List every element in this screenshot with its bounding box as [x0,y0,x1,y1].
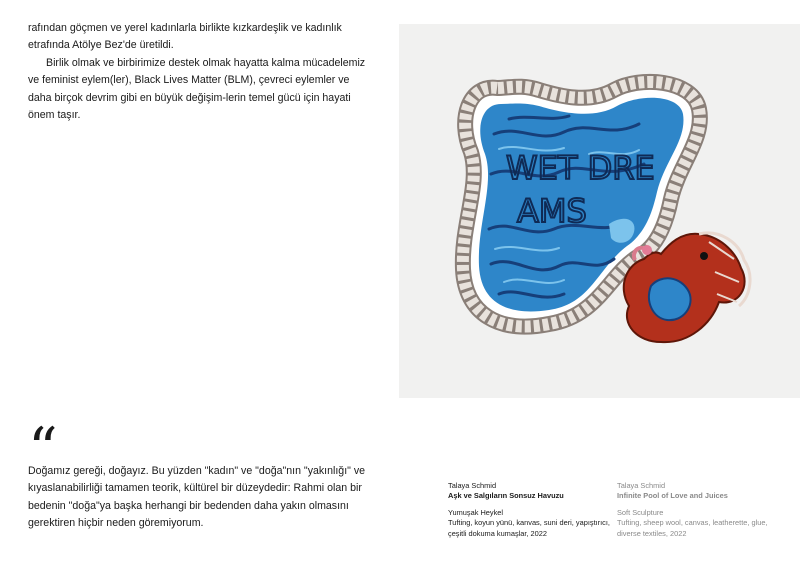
caption-en-type: Soft Sculpture [617,507,664,517]
caption-en-materials: Tufting, sheep wool, canvas, leatherette, glue, diverse textiles, 2022 [617,518,768,538]
quote-mark-icon: “ [28,420,58,460]
caption-english [617,481,787,539]
artwork-text-line-1: WET DRE [506,149,655,187]
artwork-illustration [399,24,800,398]
body-paragraph-1: rafından göçmen ve yerel kadınlarla birlikte kızkardeşlik ve kadınlık etrafında Atölye Bez'de üretildi. [28,22,342,52]
caption-tr-type: Yumuşak Heykel [448,507,504,517]
artwork-photo [399,24,800,398]
caption-tr-materials: Tufting, koyun yünü, kanvas, suni deri, yapıştırıcı, çeşitli dokuma kumaşlar, 2022 [448,518,610,538]
body-paragraph-2: Birlik olmak ve birbirimize destek olmak hayatta kalma mücadelemiz ve feminist eylem(ler), Black Lives Matter (BLM), çevreci eylemler ve daha birçok devrim gibi en büyük değişim-lerin temel gücü için hayati önem taşır. [28,56,366,122]
caption-turkish [448,481,618,539]
body-text [28,20,368,124]
caption-tr-title: Aşk ve Salgıların Sonsuz Havuzu [448,491,564,501]
creature-sculpture [624,233,750,342]
pull-quote: Doğamız gereği, doğayız. Bu yüzden "kadın" ve "doğa"nın "yakınlığı" ve kıyaslanabilirliği tamamen teorik, kültürel bir düzeydedir: Rahmi olan bir bedenin "doğa"ya başka herhangi bir bedenden daha yakın olmasını gerektiren hiçbir neden göremiyorum. [28,465,366,530]
caption-en-artist: Talaya Schmid [617,481,666,490]
caption-tr-artist: Talaya Schmid [448,481,497,490]
artwork-text-line-2: AMS [517,192,587,230]
caption-en-title: Infinite Pool of Love and Juices [617,491,728,501]
